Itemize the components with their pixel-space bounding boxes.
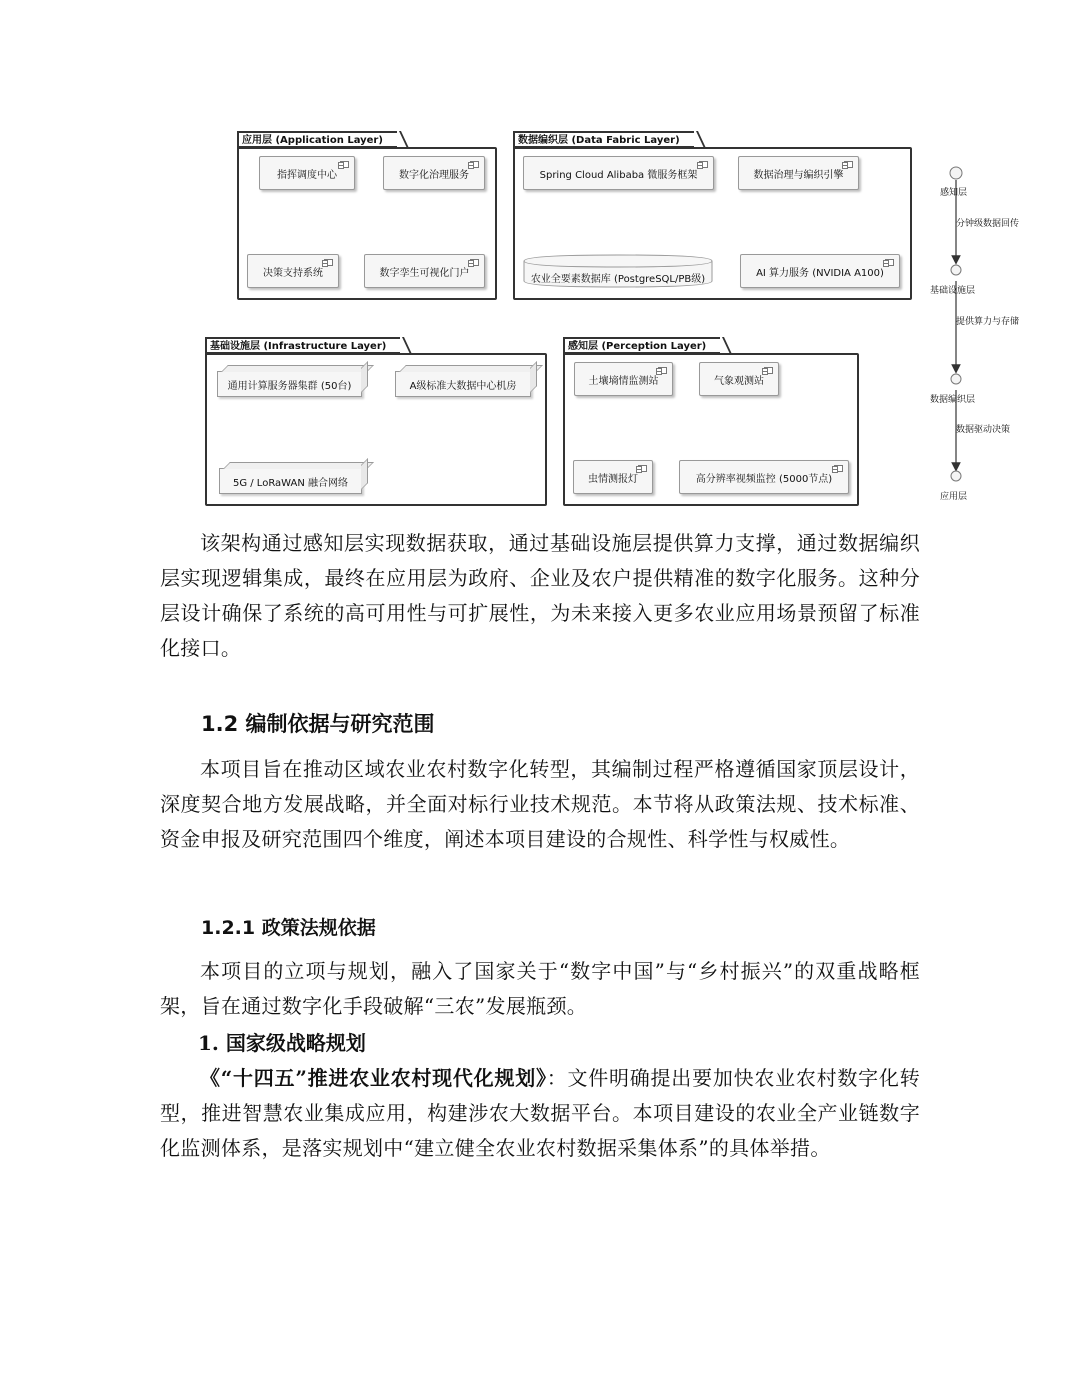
flow-diagram xyxy=(920,160,1060,510)
component-icon xyxy=(470,259,479,266)
node-server-cluster: 通用计算服务器集群 (50台) xyxy=(217,371,362,397)
flow-node-circle xyxy=(951,374,961,384)
package-data-fabric-layer xyxy=(513,131,912,300)
paragraph-14th-five-year-plan xyxy=(160,1061,920,1166)
list-item-national-strategy: 1. 国家级战略规划 xyxy=(198,1031,366,1055)
plan-title: 《“十四五”推进农业农村现代化规划》 xyxy=(200,1066,547,1090)
component-video-monitor: 高分辨率视频监控 (5000节点) xyxy=(679,460,849,494)
node-network: 5G / LoRaWAN 融合网络 xyxy=(219,468,362,494)
section-heading-1-2: 1.2 编制依据与研究范围 xyxy=(201,712,435,736)
component-icon xyxy=(470,161,479,168)
component-icon xyxy=(658,367,667,374)
package-title: 数据编织层 (Data Fabric Layer) xyxy=(513,131,694,147)
node-data-center: A级标准大数据中心机房 xyxy=(395,371,531,397)
section-heading-1-2-1: 1.2.1 政策法规依据 xyxy=(201,917,376,939)
component-digital-governance: 数字化治理服务 xyxy=(383,156,485,190)
package-title: 感知层 (Perception Layer) xyxy=(563,337,720,353)
paragraph-section-intro: 本项目旨在推动区域农业农村数字化转型，其编制过程严格遵循国家顶层设计，深度契合地方发展战略，并全面对标行业技术规范。本节将从政策法规、技术标准、资金申报及研究范围四个维度，阐述本项目建设的合规性、科学性与权威性。 xyxy=(160,757,920,851)
component-weather-station: 气象观测站 xyxy=(699,362,779,396)
component-data-governance-engine: 数据治理与编织引擎 xyxy=(738,156,859,190)
component-icon xyxy=(834,465,843,472)
flow-edge-label: 分钟级数据回传 xyxy=(956,219,1020,229)
package-title: 基础设施层 (Infrastructure Layer) xyxy=(205,337,400,353)
component-icon xyxy=(340,161,349,168)
component-icon xyxy=(885,259,894,266)
component-spring-cloud: Spring Cloud Alibaba 微服务框架 xyxy=(523,156,714,190)
flow-node-circle xyxy=(951,265,961,275)
flow-edge-label: 数据驱动决策 xyxy=(956,425,1011,435)
paragraph-policy-intro: 本项目的立项与规划，融入了国家关于“数字中国”与“乡村振兴”的双重战略框架，旨在通过数字化手段破解“三农”发展瓶颈。 xyxy=(160,959,920,1018)
package-title: 应用层 (Application Layer) xyxy=(237,131,397,147)
paragraph-architecture-summary: 该架构通过感知层实现数据获取，通过基础设施层提供算力支撑，通过数据编织层实现逻辑集成，最终在应用层为政府、企业及农户提供精准的数字化服务。这种分层设计确保了系统的高可用性与可扩展性，为未来接入更多农业应用场景预留了标准化接口。 xyxy=(160,531,920,660)
component-ai-compute: AI 算力服务 (NVIDIA A100) xyxy=(740,254,900,288)
component-icon xyxy=(844,161,853,168)
package-application-layer xyxy=(237,131,497,300)
flow-edge-label: 提供算力与存储 xyxy=(956,317,1020,327)
flow-node-circle xyxy=(950,167,962,179)
database-agriculture: 农业全要素数据库 (PostgreSQL/PB级) xyxy=(522,253,714,289)
component-decision-support: 决策支持系统 xyxy=(247,254,339,288)
plan-description: ：文件明确提出要加快农业农村数字化转型，推进智慧农业集成应用，构建涉农大数据平台。本项目建设的农业全产业链数字化监测体系，是落实规划中“建立健全农业农村数据采集体系”的具体举措。 xyxy=(160,1066,920,1160)
flow-node-data-fabric: 数据编织层 xyxy=(930,395,976,405)
component-soil-monitor: 土壤墒情监测站 xyxy=(574,362,673,396)
flow-node-infrastructure: 基础设施层 xyxy=(930,286,976,296)
flow-node-circle xyxy=(951,471,961,481)
component-command-center: 指挥调度中心 xyxy=(259,156,355,190)
package-perception-layer xyxy=(563,337,859,506)
flow-node-perception: 感知层 xyxy=(940,188,968,198)
component-digital-twin-portal: 数字孪生可视化门户 xyxy=(364,254,485,288)
component-pest-lamp: 虫情测报灯 xyxy=(573,460,653,494)
component-icon xyxy=(699,161,708,168)
component-icon xyxy=(764,367,773,374)
package-infrastructure-layer xyxy=(205,337,547,506)
component-icon xyxy=(638,465,647,472)
component-icon xyxy=(324,259,333,266)
flow-node-application: 应用层 xyxy=(940,492,968,502)
